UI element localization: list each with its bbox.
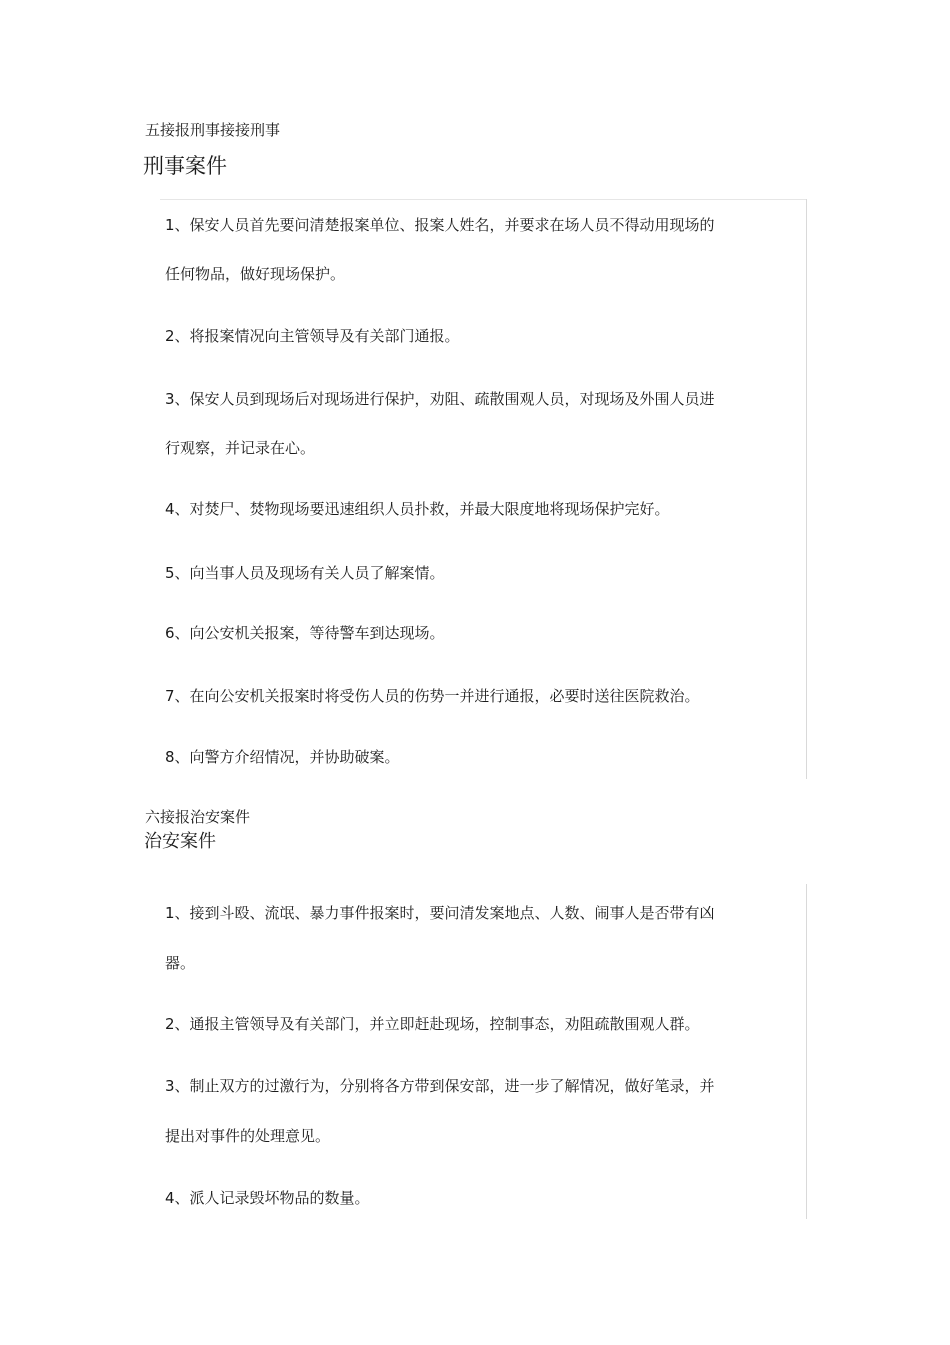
list-item: 任何物品，做好现场保护。 bbox=[165, 265, 346, 283]
list-item: 3、保安人员到现场后对现场进行保护，劝阻、疏散围观人员，对现场及外围人员进 bbox=[165, 390, 715, 408]
list-item: 提出对事件的处理意见。 bbox=[165, 1127, 331, 1145]
list-item: 1、接到斗殴、流氓、暴力事件报案时，要问清发案地点、人数、闹事人是否带有凶 bbox=[165, 904, 715, 922]
list-item: 3、制止双方的过激行为，分别将各方带到保安部，进一步了解情况，做好笔录，并 bbox=[165, 1077, 715, 1095]
list-item: 2、将报案情况向主管领导及有关部门通报。 bbox=[165, 327, 460, 345]
section5-title: 刑事案件 bbox=[143, 154, 227, 178]
list-item: 4、对焚尸、焚物现场要迅速组织人员扑救，并最大限度地将现场保护完好。 bbox=[165, 500, 670, 518]
list-item: 6、向公安机关报案，等待警车到达现场。 bbox=[165, 624, 445, 642]
section6-title: 治安案件 bbox=[144, 831, 216, 852]
list-item: 5、向当事人员及现场有关人员了解案情。 bbox=[165, 564, 445, 582]
list-item: 8、向警方介绍情况，并协助破案。 bbox=[165, 748, 400, 766]
list-item: 器。 bbox=[165, 954, 196, 972]
list-item: 1、保安人员首先要问清楚报案单位、报案人姓名，并要求在场人员不得动用现场的 bbox=[165, 216, 715, 234]
list-item: 行观察，并记录在心。 bbox=[165, 439, 316, 457]
list-item: 4、派人记录毁坏物品的数量。 bbox=[165, 1189, 370, 1207]
section6-subtitle: 六接报治安案件 bbox=[145, 808, 251, 826]
list-item: 2、通报主管领导及有关部门，并立即赶赴现场，控制事态，劝阻疏散围观人群。 bbox=[165, 1015, 700, 1033]
section5-right-divider bbox=[806, 199, 807, 779]
section5-subtitle: 五接报刑事接接刑事 bbox=[145, 121, 281, 139]
section5-top-divider bbox=[160, 199, 807, 200]
section6-right-divider bbox=[806, 884, 807, 1219]
list-item: 7、在向公安机关报案时将受伤人员的伤势一并进行通报，必要时送往医院救治。 bbox=[165, 687, 700, 705]
